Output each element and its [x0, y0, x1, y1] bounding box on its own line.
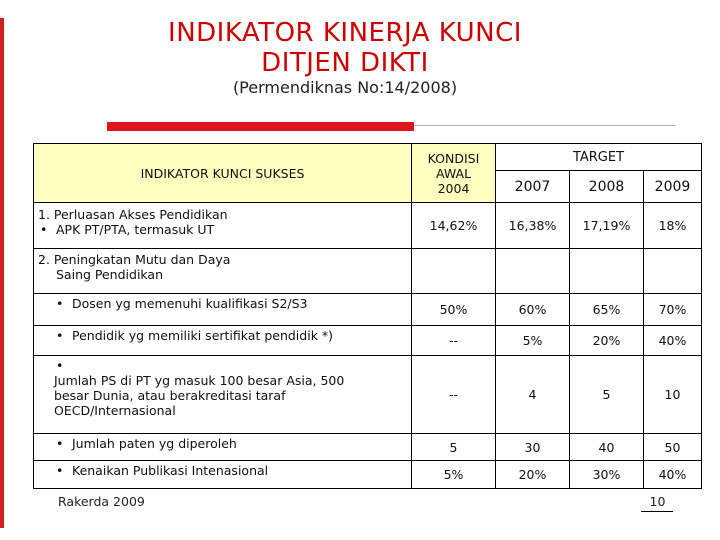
table-row [34, 203, 702, 249]
value-cell: 5% [496, 326, 570, 356]
empty-cell [570, 249, 644, 294]
section-2-cell [34, 249, 412, 294]
value-cell: 20% [496, 461, 570, 489]
row-label [34, 356, 412, 434]
header-kondisi-line-2: AWAL [435, 165, 472, 181]
header-year-2008: 2008 [570, 171, 644, 203]
footer-text: Rakerda 2009 [58, 494, 145, 509]
header-kondisi-line-3: 2004 [437, 180, 470, 196]
value-cell: 40% [644, 326, 702, 356]
header-year-2007: 2007 [496, 171, 570, 203]
value-cell: 5 [412, 434, 496, 461]
list-item: • Jumlah paten yg diperoleh [56, 436, 237, 451]
value-cell: 4 [496, 356, 570, 434]
page-number-underline [641, 511, 673, 512]
header-kondisi-awal [412, 144, 496, 203]
page-number: 10 [649, 494, 666, 509]
value-cell: 16,38% [496, 203, 570, 249]
header-kondisi-line-1: KONDISI [427, 150, 480, 166]
header-target: TARGET [496, 144, 702, 171]
value-cell: 5 [570, 356, 644, 434]
value-cell: -- [412, 326, 496, 356]
value-cell: 40% [644, 461, 702, 489]
row-label [34, 326, 412, 356]
list-item: • Pendidik yg memiliki sertifikat pendidik *) [56, 328, 334, 343]
red-divider-bar [107, 122, 414, 131]
value-cell: 17,19% [570, 203, 644, 249]
row-label [34, 294, 412, 326]
list-item: • Dosen yg memenuhi kualifikasi S2/S3 [56, 296, 308, 311]
header-indicator: INDIKATOR KUNCI SUKSES [34, 144, 412, 203]
title-line-2: DITJEN DIKTI [261, 48, 429, 78]
value-cell: 50 [644, 434, 702, 461]
value-cell: 50% [412, 294, 496, 326]
row-label [34, 461, 412, 489]
value-cell: 70% [644, 294, 702, 326]
empty-cell [496, 249, 570, 294]
value-cell: 60% [496, 294, 570, 326]
table-row [34, 249, 702, 294]
value-cell: 18% [644, 203, 702, 249]
value-cell: 40 [570, 434, 644, 461]
subtitle: (Permendiknas No:14/2008) [232, 78, 458, 97]
table-row [34, 434, 702, 461]
list-item: • Jumlah PS di PT yg masuk 100 besar Asia, 500 besar Dunia, atau berakreditasi taraf OECD/Internasional [54, 358, 345, 418]
value-cell: 30 [496, 434, 570, 461]
empty-cell [644, 249, 702, 294]
kpi-table [33, 143, 702, 489]
table-row [34, 294, 702, 326]
value-cell: 65% [570, 294, 644, 326]
table-row [34, 326, 702, 356]
section-1-cell [34, 203, 412, 249]
value-cell: -- [412, 356, 496, 434]
value-cell: 30% [570, 461, 644, 489]
title-line-1: INDIKATOR KINERJA KUNCI [168, 18, 522, 48]
table-row [34, 356, 702, 434]
empty-cell [412, 249, 496, 294]
section-2-title-1: 2. Peningkatan Mutu dan Daya [38, 252, 231, 267]
value-cell: 20% [570, 326, 644, 356]
section-1-title: 1. Perluasan Akses Pendidikan [38, 207, 228, 222]
thin-divider-line [414, 125, 676, 126]
value-cell: 10 [644, 356, 702, 434]
value-cell: 5% [412, 461, 496, 489]
header-row-1 [34, 144, 702, 171]
row-label [34, 434, 412, 461]
list-item: • Kenaikan Publikasi Intenasional [56, 463, 269, 478]
list-item: • APK PT/PTA, termasuk UT [40, 222, 215, 237]
header-year-2009: 2009 [644, 171, 702, 203]
table-row [34, 461, 702, 489]
section-2-title-2: Saing Pendidikan [56, 267, 164, 282]
value-cell: 14,62% [412, 203, 496, 249]
